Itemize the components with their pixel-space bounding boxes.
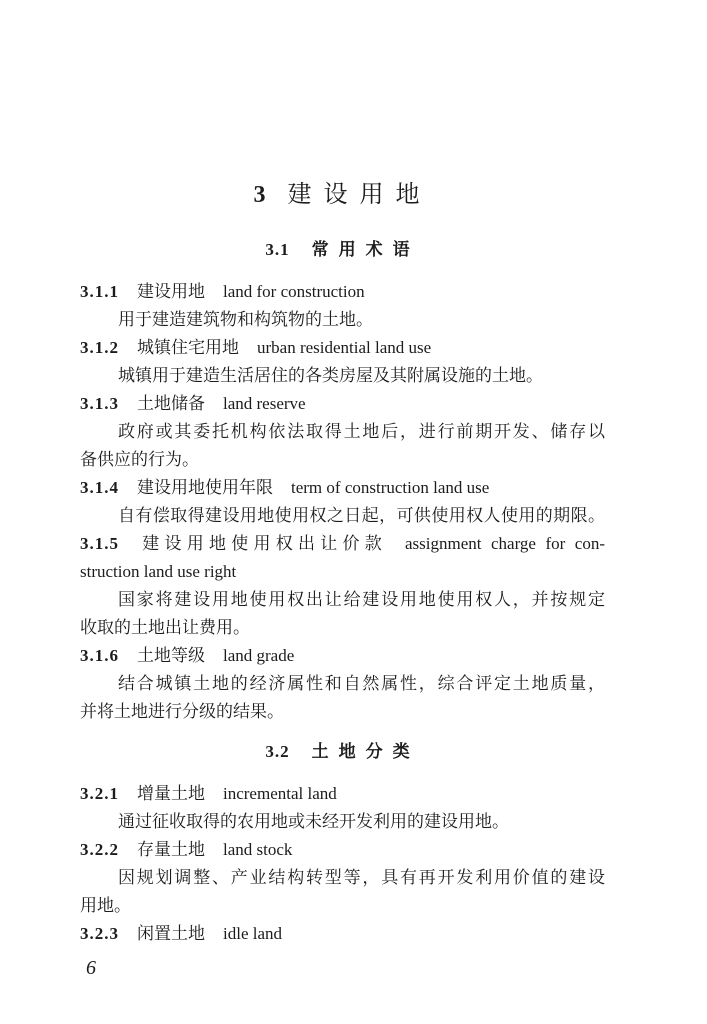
term-number: 3.2.3 — [80, 924, 119, 943]
term-number: 3.1.6 — [80, 646, 119, 665]
term-number: 3.1.5 — [80, 534, 119, 553]
term-definition: 自有偿取得建设用地使用权之日起，可供使用权人使用的期限。 — [118, 506, 605, 525]
term-chinese: 闲置土地 — [137, 924, 205, 943]
term-english: term of construction land use — [291, 478, 490, 497]
term-number: 3.2.2 — [80, 840, 119, 859]
term-number: 3.1.4 — [80, 478, 119, 497]
term-definition: 结合城镇土地的经济属性和自然属性，综合评定土地质量， — [118, 674, 605, 693]
term-chinese: 建设用地 — [137, 282, 205, 301]
term-definition: 因规划调整、产业结构转型等，具有再开发利用价值的建设 — [118, 868, 605, 887]
term-english-continued: struction land use right — [80, 562, 237, 581]
term-definition: 城镇用于建造生活居住的各类房屋及其附属设施的土地。 — [118, 366, 543, 385]
term-entry-header — [80, 836, 605, 864]
section-heading — [80, 738, 605, 766]
term-definition-continued: 用地。 — [80, 896, 131, 915]
term-chinese: 土地等级 — [137, 646, 205, 665]
term-english: urban residential land use — [257, 338, 432, 357]
section-heading — [80, 236, 605, 264]
term-chinese: 建设用地使用年限 — [137, 478, 273, 497]
term-definition-continued: 并将土地进行分级的结果。 — [80, 702, 284, 721]
term-number: 3.1.1 — [80, 282, 119, 301]
term-definition-continued: 收取的土地出让费用。 — [80, 618, 250, 637]
term-chinese: 建设用地使用权出让价款 — [137, 534, 387, 553]
term-entry-header — [80, 278, 605, 306]
term-entry-header — [80, 334, 605, 362]
chapter-title-text: 建设用地 — [287, 182, 432, 208]
section-number: 3.2 — [265, 742, 290, 761]
term-chinese: 存量土地 — [137, 840, 205, 859]
term-definition-continued: 备供应的行为。 — [80, 450, 199, 469]
term-english: land for construction — [223, 282, 365, 301]
term-entry-header — [80, 474, 605, 502]
term-entry-header — [80, 920, 605, 948]
section-body — [80, 780, 605, 948]
term-chinese: 增量土地 — [137, 784, 205, 803]
section-title: 土地分类 — [311, 742, 420, 761]
term-definition: 国家将建设用地使用权出让给建设用地使用权人，并按规定 — [118, 590, 605, 609]
term-english: land grade — [223, 646, 295, 665]
term-number: 3.1.2 — [80, 338, 119, 357]
term-definition: 用于建造建筑物和构筑物的土地。 — [118, 310, 373, 329]
section-number: 3.1 — [265, 240, 290, 259]
term-definition: 政府或其委托机构依法取得土地后，进行前期开发、储存以 — [118, 422, 605, 441]
term-chinese: 土地储备 — [137, 394, 205, 413]
term-number: 3.1.3 — [80, 394, 119, 413]
term-entry-header — [80, 780, 605, 808]
term-english: land stock — [223, 840, 293, 859]
section-body — [80, 278, 605, 726]
chapter-title — [80, 178, 605, 212]
term-number: 3.2.1 — [80, 784, 119, 803]
term-english: incremental land — [223, 784, 337, 803]
term-english: idle land — [223, 924, 283, 943]
chapter-number: 3 — [253, 182, 266, 208]
term-entry-header — [80, 642, 605, 670]
term-chinese: 城镇住宅用地 — [137, 338, 239, 357]
term-entry-header — [80, 390, 605, 418]
section-title: 常用术语 — [311, 240, 420, 259]
term-entry-header — [80, 530, 605, 558]
page-number: 6 — [86, 957, 96, 979]
term-english: assignment charge for con- — [405, 534, 606, 553]
term-english: land reserve — [223, 394, 306, 413]
term-definition: 通过征收取得的农用地或未经开发利用的建设用地。 — [118, 812, 509, 831]
